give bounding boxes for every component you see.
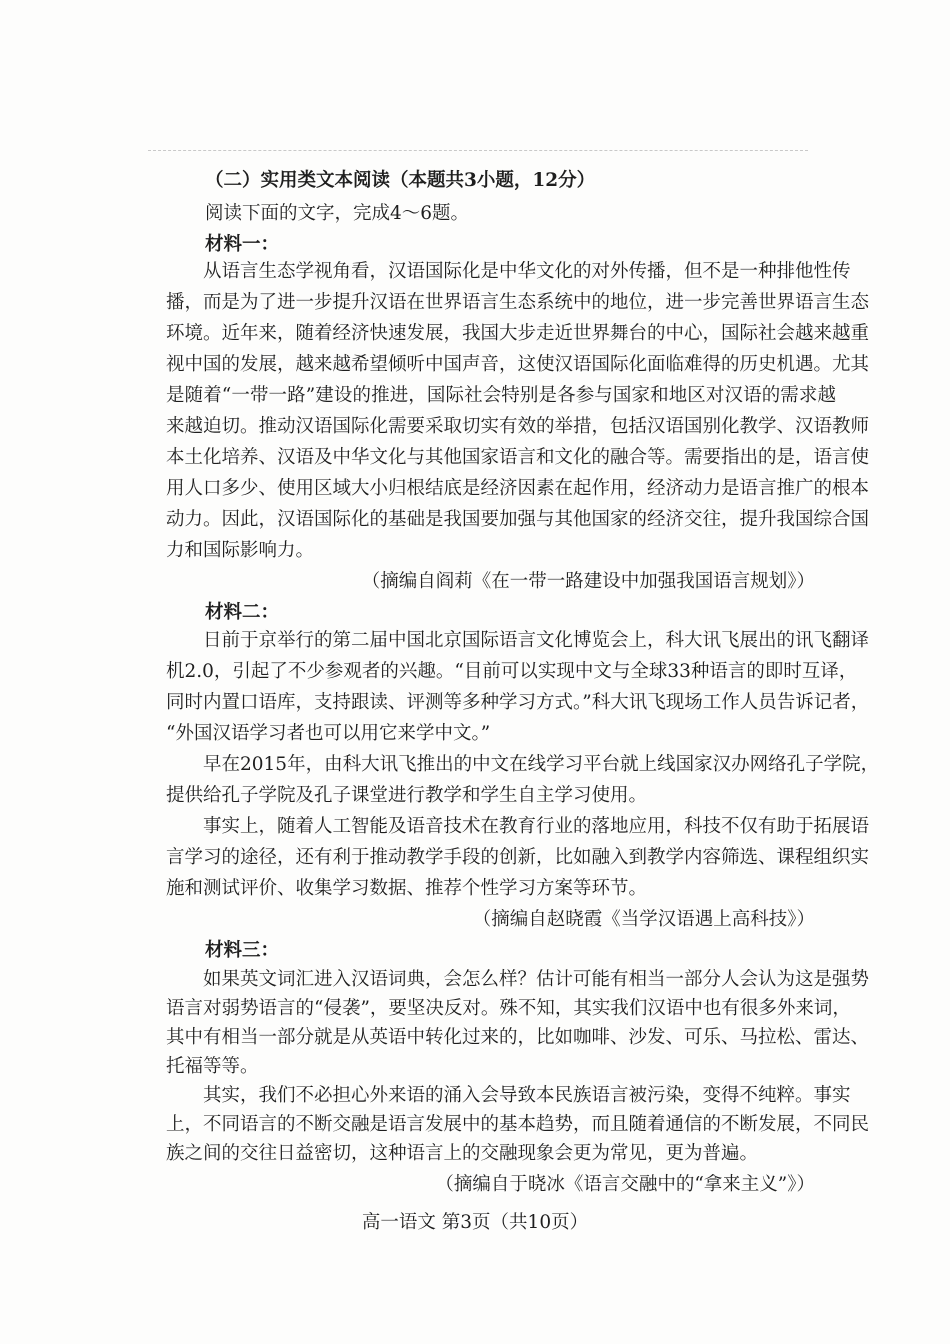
material1-line: 播，而是为了进一步提升汉语在世界语言生态系统中的地位，进一步完善世界语言生态: [166, 292, 870, 313]
material1-source: （摘编自阎莉《在一带一路建设中加强我国语言规划》）: [361, 571, 815, 592]
material1-line: 环境。近年来，随着经济快速发展，我国大步走近世界舞台的中心，国际社会越来越重: [166, 323, 870, 344]
material2-line: 同时内置口语库，支持跟读、评测等多种学习方式。”科大讯飞现场工作人员告诉记者，: [166, 692, 870, 713]
material2-line: 言学习的途径，还有利于推动教学手段的创新，比如融入到教学内容筛选、课程组织实: [166, 847, 870, 868]
material2-heading: 材料二：: [205, 602, 280, 623]
section-instruction: 阅读下面的文字，完成4～6题。: [205, 203, 470, 224]
material3-source: （摘编自于晓冰《语言交融中的“拿来主义”》）: [435, 1174, 815, 1195]
material2-line: 提供给孔子学院及孔子课堂进行教学和学生自主学习使用。: [166, 785, 648, 806]
material1-line: 本土化培养、汉语及中华文化与其他国家语言和文化的融合等。需要指出的是，语言使: [166, 447, 870, 468]
section-title: （二）实用类文本阅读（本题共3小题，12分）: [205, 170, 596, 191]
material3-line: 其实，我们不必担心外来语的涌入会导致本民族语言被污染，变得不纯粹。事实: [203, 1085, 851, 1106]
page-footer: 高一语文 第3页（共10页）: [361, 1212, 589, 1233]
material3-heading: 材料三：: [205, 940, 280, 961]
material2-source: （摘编自赵晓霞《当学汉语遇上高科技》）: [472, 909, 815, 930]
material1-line: 视中国的发展，越来越希望倾听中国声音，这使汉语国际化面临难得的历史机遇。尤其: [166, 354, 870, 375]
material2-line: 早在2015年，由科大讯飞推出的中文在线学习平台就上线国家汉办网络孔子学院，: [203, 754, 880, 775]
material1-line: 从语言生态学视角看，汉语国际化是中华文化的对外传播，但不是一种排他性传: [203, 261, 851, 282]
material2-line: “外国汉语学习者也可以用它来学中文。”: [166, 723, 491, 744]
material1-heading: 材料一：: [205, 234, 280, 255]
material2-line: 日前于京举行的第二届中国北京国际语言文化博览会上，科大讯飞展出的讯飞翻译: [203, 630, 870, 651]
material2-line: 事实上，随着人工智能及语音技术在教育行业的落地应用，科技不仅有助于拓展语: [203, 816, 870, 837]
material1-line: 动力。因此，汉语国际化的基础是我国要加强与其他国家的经济交往，提升我国综合国: [166, 509, 870, 530]
material1-line: 用人口多少、使用区域大小归根结底是经济因素在起作用，经济动力是语言推广的根本: [166, 478, 870, 499]
material3-line: 其中有相当一部分就是从英语中转化过来的，比如咖啡、沙发、可乐、马拉松、雷达、: [166, 1027, 870, 1048]
material3-line: 语言对弱势语言的“侵袭”，要坚决反对。殊不知，其实我们汉语中也有很多外来词，: [166, 998, 851, 1019]
material3-line: 如果英文词汇进入汉语词典，会怎么样？估计可能有相当一部分人会认为这是强势: [203, 969, 870, 990]
material1-line: 是随着“一带一路”建设的推进，国际社会特别是各参与国家和地区对汉语的需求越: [166, 385, 836, 406]
material2-line: 施和测试评价、收集学习数据、推荐个性学习方案等环节。: [166, 878, 648, 899]
material2-line: 机2.0，引起了不少参观者的兴趣。“目前可以实现中文与全球33种语言的即时互译，: [166, 661, 858, 682]
material3-line: 托福等等。: [166, 1056, 259, 1077]
material3-line: 族之间的交往日益密切，这种语言上的交融现象会更为常见，更为普遍。: [166, 1143, 759, 1164]
material3-line: 上，不同语言的不断交融是语言发展中的基本趋势，而且随着通信的不断发展，不同民: [166, 1114, 870, 1135]
material1-line: 来越迫切。推动汉语国际化需要采取切实有效的举措，包括汉语国别化教学、汉语教师: [166, 416, 870, 437]
scan-top-rule: [148, 150, 808, 151]
material1-line: 力和国际影响力。: [166, 540, 315, 561]
